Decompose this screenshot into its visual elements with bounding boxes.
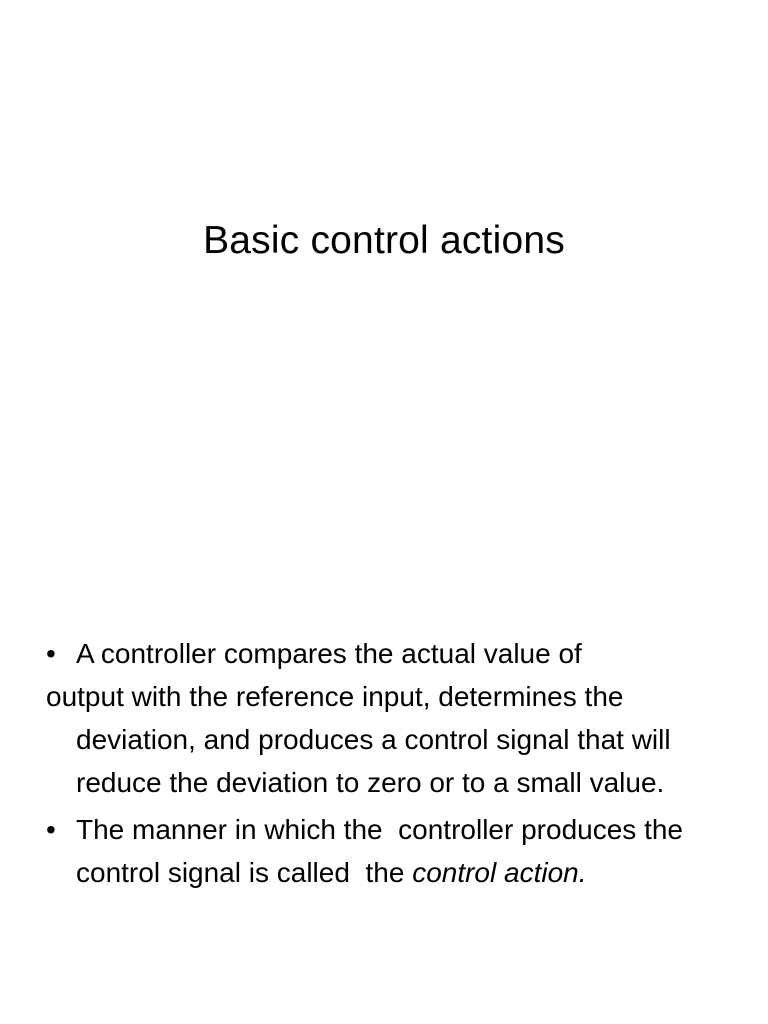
para1-continuation: output with the reference input, determines the deviation, and produces a control signal that will reduce the deviation to zero or to a small value. <box>46 681 671 798</box>
para2-italic-term: control action. <box>412 857 587 888</box>
slide-title: Basic control actions <box>203 219 565 262</box>
bullet-icon: • <box>46 638 56 669</box>
para2-text: The manner in which the controller produces the control signal is called the <box>76 814 691 888</box>
slide-body <box>46 632 746 894</box>
list-item <box>46 632 746 675</box>
para1-first-line: A controller compares the actual value of <box>76 638 582 669</box>
list-item <box>46 808 746 894</box>
bullet-icon: • <box>46 814 56 845</box>
